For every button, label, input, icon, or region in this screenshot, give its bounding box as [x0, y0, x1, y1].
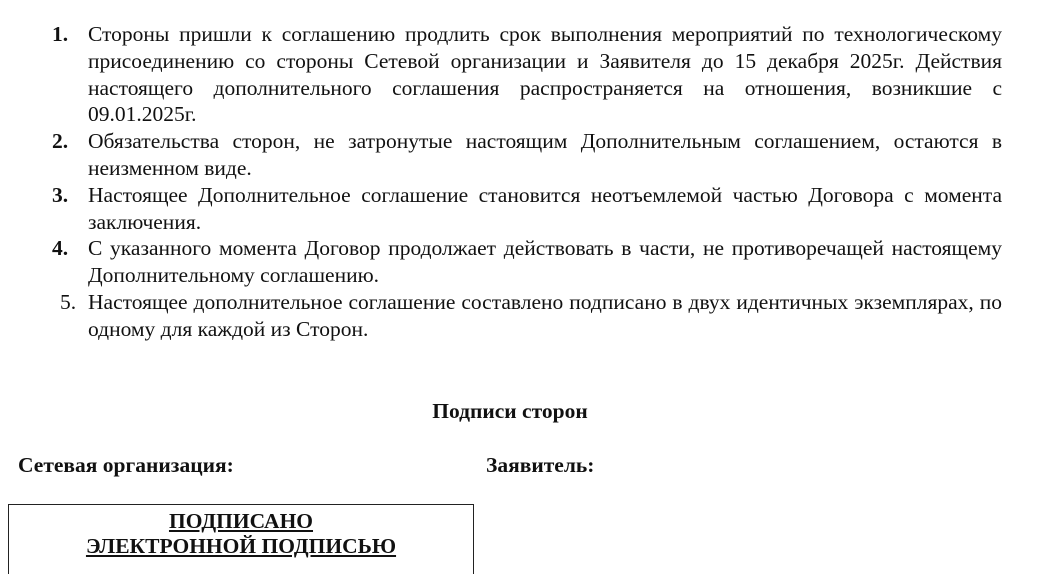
clause-number: 4. [52, 236, 69, 261]
clause-item [52, 182, 1002, 236]
clause-item [52, 21, 1002, 128]
stamp-line-signed: ПОДПИСАНО [168, 509, 314, 533]
clause-number [52, 289, 88, 316]
network-org-label: Сетевая организация: [18, 453, 234, 477]
applicant-label: Заявитель: [486, 453, 595, 477]
clause-number: 2. [52, 129, 69, 154]
signatures-title: Подписи сторон [432, 399, 588, 423]
clause-number: 3. [52, 182, 69, 207]
e-signature-stamp [8, 504, 474, 574]
clause-item [52, 128, 1002, 182]
clause-text: С указанного момента Договор продолжает действовать в части, не противоречащей настоящему Дополнительному соглашению. [88, 236, 1002, 288]
clause-item [52, 289, 1002, 343]
clause-text: Обязательства сторон, не затронутые настоящим Дополнительным соглашением, остаются в неизменном виде. [88, 129, 1002, 180]
clause-list [52, 21, 1002, 343]
clause-number: 1. [52, 22, 69, 46]
clause-item [52, 235, 1002, 289]
stamp-line-electronic: ЭЛЕКТРОННОЙ ПОДПИСЬЮ [85, 534, 397, 558]
clause-text: Стороны пришли к соглашению продлить срок выполнения мероприятий по технологическому присоединению со стороны Сетевой организации и Заявителя до 15 декабря 2025г. Действия настоящего дополнительного соглашения распространяется на отношения, возникшие с 09.01.2025г. [88, 22, 1002, 127]
clause-number-dot: . [70, 289, 77, 314]
clause-text: Настоящее Дополнительное соглашение становится неотъемлемой частью Договора с момента заключения. [88, 182, 1002, 234]
clause-number-digit: 5 [60, 289, 71, 314]
clause-text: Настоящее дополнительное соглашение составлено подписано в двух идентичных экземплярах, по одному для каждой из Сторон. [88, 289, 1002, 341]
